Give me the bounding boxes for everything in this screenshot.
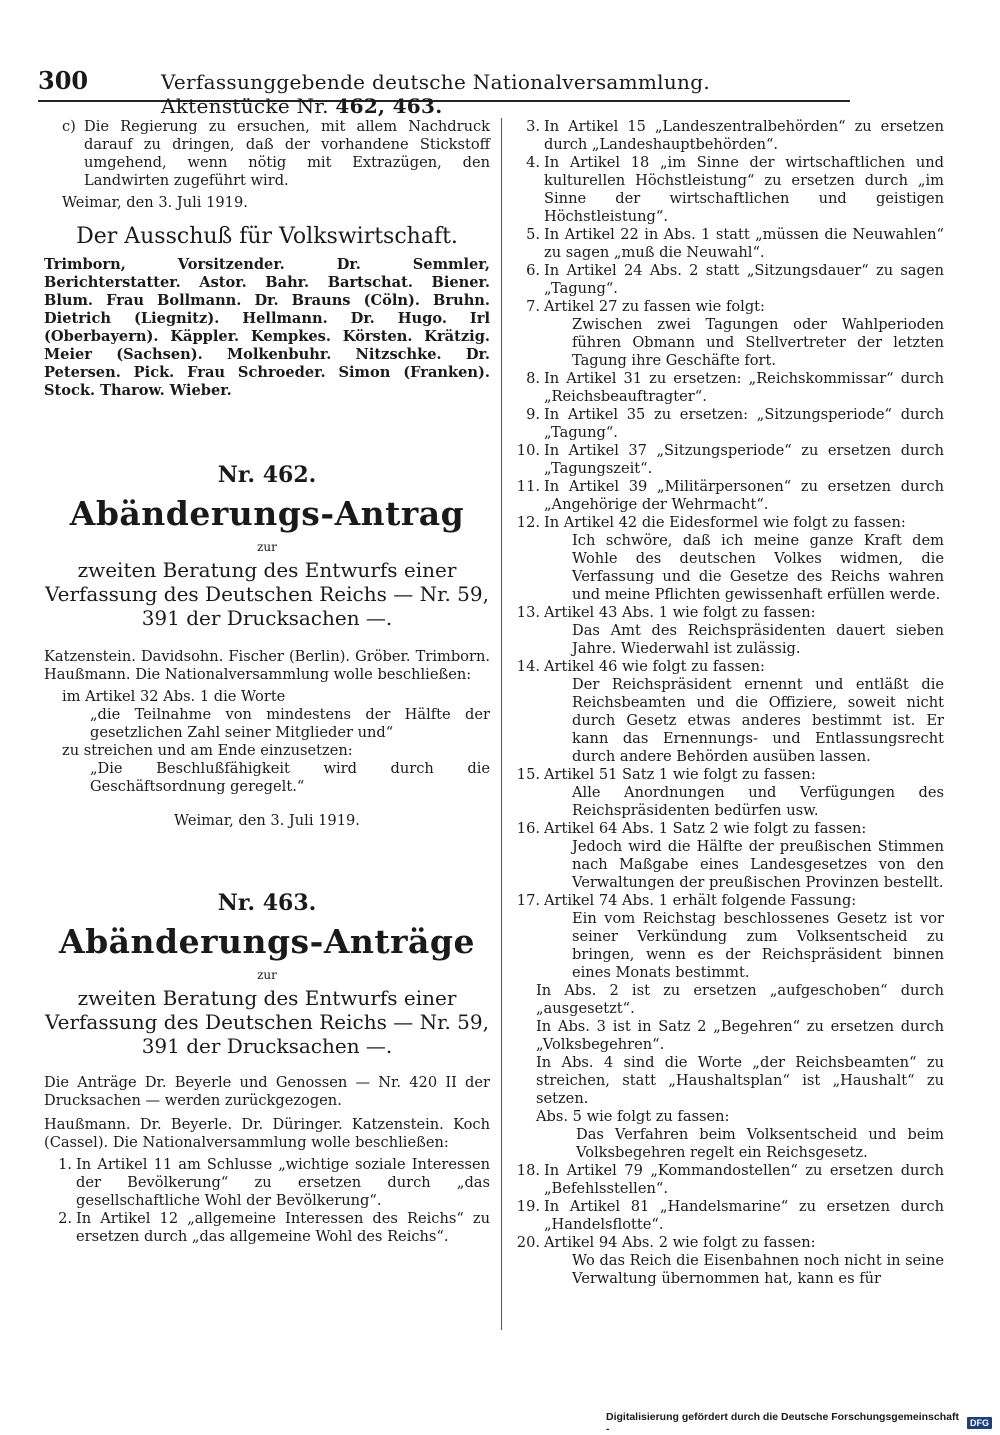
column-divider xyxy=(501,118,502,1330)
item-text: Artikel 27 zu fassen wie folgt: xyxy=(544,298,765,315)
item-text: In Artikel 81 „Handelsmarine“ zu ersetzen durch „Handelsflotte“. xyxy=(544,1198,944,1233)
list-item xyxy=(512,118,944,154)
item-17-subclauses xyxy=(512,982,944,1162)
item-text: In Artikel 42 die Eidesformel wie folgt zu fassen: xyxy=(544,514,906,531)
list-item xyxy=(512,514,944,604)
signatories: Trimborn, Vorsitzender. Dr. Semmler, Berichterstatter. Astor. Bahr. Bartschat. Biener. Blum. Frau Bollmann. Dr. Brauns (Cöln). Bruhn. Dietrich (Liegnitz). Hellmann. Dr. Hugo. Irl (Oberbayern). Käppler. Kempkes. Körsten. Krätzig. Meier (Sachsen). Molkenbuhr. Nitzschke. Dr. Petersen. Pick. Frau Schroeder. Simon (Franken). Stock. Tharow. Wieber. xyxy=(44,256,490,399)
documents-label: Aktenstücke Nr. xyxy=(161,94,329,118)
nr463-withdrawn: Die Anträge Dr. Beyerle und Genossen — Nr. 420 II der Drucksachen — werden zurückgezogen. xyxy=(44,1074,490,1109)
list-item xyxy=(512,442,944,478)
item-number: 18. xyxy=(516,1162,540,1179)
c-item-text: Die Regierung zu ersuchen, mit allem Nachdruck darauf zu dringen, daß der vorhandene Stickstoff umgehend, wenn nötig mit Extrazügen, den Landwirten zugeführt wird. xyxy=(84,118,490,189)
dfg-logo: DFG xyxy=(967,1417,992,1429)
item-quote: Der Reichspräsident ernennt und entläßt die Reichsbeamten und die Offiziere, soweit nicht durch Gesetz etwas anderes bestimmt ist. Er kann das Ernennungs- und Entlassungsrecht durch andere Behörden ausüben lassen. xyxy=(572,676,944,765)
list-item xyxy=(512,370,944,406)
item-number: 20. xyxy=(516,1234,540,1251)
running-title-text: Verfassunggebende deutsche Nationalversammlung. xyxy=(161,70,711,94)
item-text: In Artikel 37 „Sitzungsperiode“ zu ersetzen durch „Tagungszeit“. xyxy=(544,442,944,477)
list-item xyxy=(512,478,944,514)
item-number: 4. xyxy=(526,154,540,171)
nr462-movers: Katzenstein. Davidsohn. Fischer (Berlin). Gröber. Trimborn. Haußmann. Die Nationalversammlung wolle beschließen: xyxy=(44,648,490,683)
item-number: 15. xyxy=(516,766,540,783)
nr463-zur: zur xyxy=(257,968,277,982)
list-item xyxy=(512,298,944,370)
list-item xyxy=(512,262,944,298)
item-text: In Artikel 11 am Schlusse „wichtige soziale Interessen der Bevölkerung“ zu ersetzen durch „das gesellschaftliche Wohl der Bevölkerung“. xyxy=(76,1156,490,1209)
item-text: In Artikel 35 zu ersetzen: „Sitzungsperiode“ durch „Tagung“. xyxy=(544,406,944,441)
nr462-date: Weimar, den 3. Juli 1919. xyxy=(174,812,360,829)
item-number: 2. xyxy=(58,1210,72,1227)
item-number: 1. xyxy=(58,1156,72,1173)
right-items xyxy=(512,118,944,982)
item-number: 13. xyxy=(516,604,540,621)
list-item xyxy=(512,658,944,766)
item-text: Artikel 94 Abs. 2 wie folgt zu fassen: xyxy=(544,1234,816,1251)
nr463-number: Nr. 463. xyxy=(217,890,317,916)
item-number: 14. xyxy=(516,658,540,675)
documents-numbers: 462, 463. xyxy=(335,94,443,118)
subclause: In Abs. 3 ist in Satz 2 „Begehren“ zu ersetzen durch „Volksbegehren“. xyxy=(536,1018,944,1053)
item-text: Artikel 74 Abs. 1 erhält folgende Fassung: xyxy=(544,892,857,909)
c-item xyxy=(44,118,490,190)
list-item xyxy=(512,1162,944,1198)
c-item-label: c) xyxy=(62,118,76,135)
subclause: Abs. 5 wie folgt zu fassen: xyxy=(536,1108,730,1125)
item-text: In Artikel 22 in Abs. 1 statt „müssen die Neuwahlen“ zu sagen „muß die Neuwahl“. xyxy=(544,226,944,261)
item-text: Artikel 46 wie folgt zu fassen: xyxy=(544,658,765,675)
list-item xyxy=(512,766,944,820)
item-number: 5. xyxy=(526,226,540,243)
list-item xyxy=(512,1198,944,1234)
item-number: 11. xyxy=(516,478,540,495)
item-number: 9. xyxy=(526,406,540,423)
page-header xyxy=(38,66,850,118)
footer-text: Digitalisierung gefördert durch die Deutsche Forschungsgemeinschaft - xyxy=(606,1411,959,1435)
item-number: 6. xyxy=(526,262,540,279)
item-number: 17. xyxy=(516,892,540,909)
nr463-movers: Haußmann. Dr. Beyerle. Dr. Düringer. Katzenstein. Koch (Cassel). Die Nationalversammlung wolle beschließen: xyxy=(44,1116,490,1151)
nr462-title: Abänderungs-Antrag xyxy=(69,494,465,533)
item-quote: Zwischen zwei Tagungen oder Wahlperioden führen Obmann und Stellvertreter der letzten Tagung ihre Geschäfte fort. xyxy=(572,316,944,369)
list-item xyxy=(512,820,944,892)
item-text: Artikel 51 Satz 1 wie folgt zu fassen: xyxy=(544,766,816,783)
item-number: 16. xyxy=(516,820,540,837)
list-item xyxy=(512,1234,944,1288)
item-text: In Artikel 31 zu ersetzen: „Reichskommissar“ durch „Reichsbeauftragter“. xyxy=(544,370,944,405)
subclause-quote: Das Verfahren beim Volksentscheid und beim Volksbegehren regelt ein Reichsgesetz. xyxy=(576,1126,944,1161)
right-items-2 xyxy=(512,1162,944,1288)
list-item xyxy=(44,1210,490,1246)
nr463-title: Abänderungs-Anträge xyxy=(58,922,476,961)
subclause: In Abs. 4 sind die Worte „der Reichsbeamten“ zu streichen, statt „Haushaltsplan“ ist „Haushalt“ zu setzen. xyxy=(536,1054,944,1107)
item-number: 3. xyxy=(526,118,540,135)
item-text: In Artikel 18 „im Sinne der wirtschaftlichen und kulturellen Höchstleistung“ zu ersetzen durch „im Sinne der wirtschaftlichen und geistigen Höchstleistung“. xyxy=(544,154,944,225)
item-quote: Ein vom Reichstag beschlossenes Gesetz ist vor seiner Verkündung zum Volksentscheid zu bringen, wenn es der Reichspräsident binnen eines Monats bestimmt. xyxy=(572,910,944,981)
item-number: 8. xyxy=(526,370,540,387)
list-item xyxy=(512,226,944,262)
date-1: Weimar, den 3. Juli 1919. xyxy=(62,194,248,211)
left-column xyxy=(44,118,490,1246)
item-quote: Jedoch wird die Hälfte der preußischen Stimmen nach Maßgabe eines Landesgesetzes von den Verwaltungen der preußischen Provinzen bestellt. xyxy=(572,838,944,891)
item-text: Artikel 43 Abs. 1 wie folgt zu fassen: xyxy=(544,604,816,621)
item-text: Artikel 64 Abs. 1 Satz 2 wie folgt zu fassen: xyxy=(544,820,867,837)
item-number: 10. xyxy=(516,442,540,459)
list-item xyxy=(512,154,944,226)
nr462-subtitle: zweiten Beratung des Entwurfs einer Verfassung des Deutschen Reichs — Nr. 59, 391 der Drucksachen —. xyxy=(45,558,489,630)
nr462-line1: im Artikel 32 Abs. 1 die Worte xyxy=(62,688,286,705)
right-column xyxy=(512,118,944,1288)
nr462-number: Nr. 462. xyxy=(217,462,317,488)
page-number: 300 xyxy=(38,66,89,95)
committee-heading: Der Ausschuß für Volkswirtschaft. xyxy=(76,224,458,249)
nr463-items xyxy=(44,1156,490,1246)
item-number: 7. xyxy=(526,298,540,315)
nr462-quote1: „die Teilnahme von mindestens der Hälfte der gesetzlichen Zahl seiner Mitglieder und“ xyxy=(90,706,490,741)
item-text: In Artikel 24 Abs. 2 statt „Sitzungsdauer“ zu sagen „Tagung“. xyxy=(544,262,944,297)
item-quote: Wo das Reich die Eisenbahnen noch nicht in seine Verwaltung übernommen hat, kann es für xyxy=(572,1252,944,1287)
running-title xyxy=(161,70,850,118)
list-item xyxy=(512,892,944,982)
list-item xyxy=(512,604,944,658)
nr463-subtitle: zweiten Beratung des Entwurfs einer Verfassung des Deutschen Reichs — Nr. 59, 391 der Drucksachen —. xyxy=(45,986,489,1058)
subclause: In Abs. 2 ist zu ersetzen „aufgeschoben“ durch „ausgesetzt“. xyxy=(536,982,944,1017)
item-text: In Artikel 39 „Militärpersonen“ zu ersetzen durch „Angehörige der Wehrmacht“. xyxy=(544,478,944,513)
item-text: In Artikel 15 „Landeszentralbehörden“ zu ersetzen durch „Landeshauptbehörden“. xyxy=(544,118,944,153)
item-quote: Alle Anordnungen und Verfügungen des Reichspräsidenten bedürfen usw. xyxy=(572,784,944,819)
nr462-zur: zur xyxy=(257,540,277,554)
footer xyxy=(606,1411,992,1435)
item-number: 19. xyxy=(516,1198,540,1215)
nr462-line2: zu streichen und am Ende einzusetzen: xyxy=(62,742,353,759)
nr462-quote2: „Die Beschlußfähigkeit wird durch die Geschäftsordnung geregelt.“ xyxy=(90,760,490,795)
item-number: 12. xyxy=(516,514,540,531)
item-text: In Artikel 12 „allgemeine Interessen des Reichs“ zu ersetzen durch „das allgemeine Wohl des Reichs“. xyxy=(76,1210,490,1245)
item-text: In Artikel 79 „Kommandostellen“ zu ersetzen durch „Befehlsstellen“. xyxy=(544,1162,944,1197)
list-item xyxy=(44,1156,490,1210)
list-item xyxy=(512,406,944,442)
item-quote: Ich schwöre, daß ich meine ganze Kraft dem Wohle des deutschen Volkes widmen, die Verfassung und die Gesetze des Reichs wahren und meine Pflichten gewissenhaft erfüllen werde. xyxy=(572,532,944,603)
item-quote: Das Amt des Reichspräsidenten dauert sieben Jahre. Wiederwahl ist zulässig. xyxy=(572,622,944,657)
